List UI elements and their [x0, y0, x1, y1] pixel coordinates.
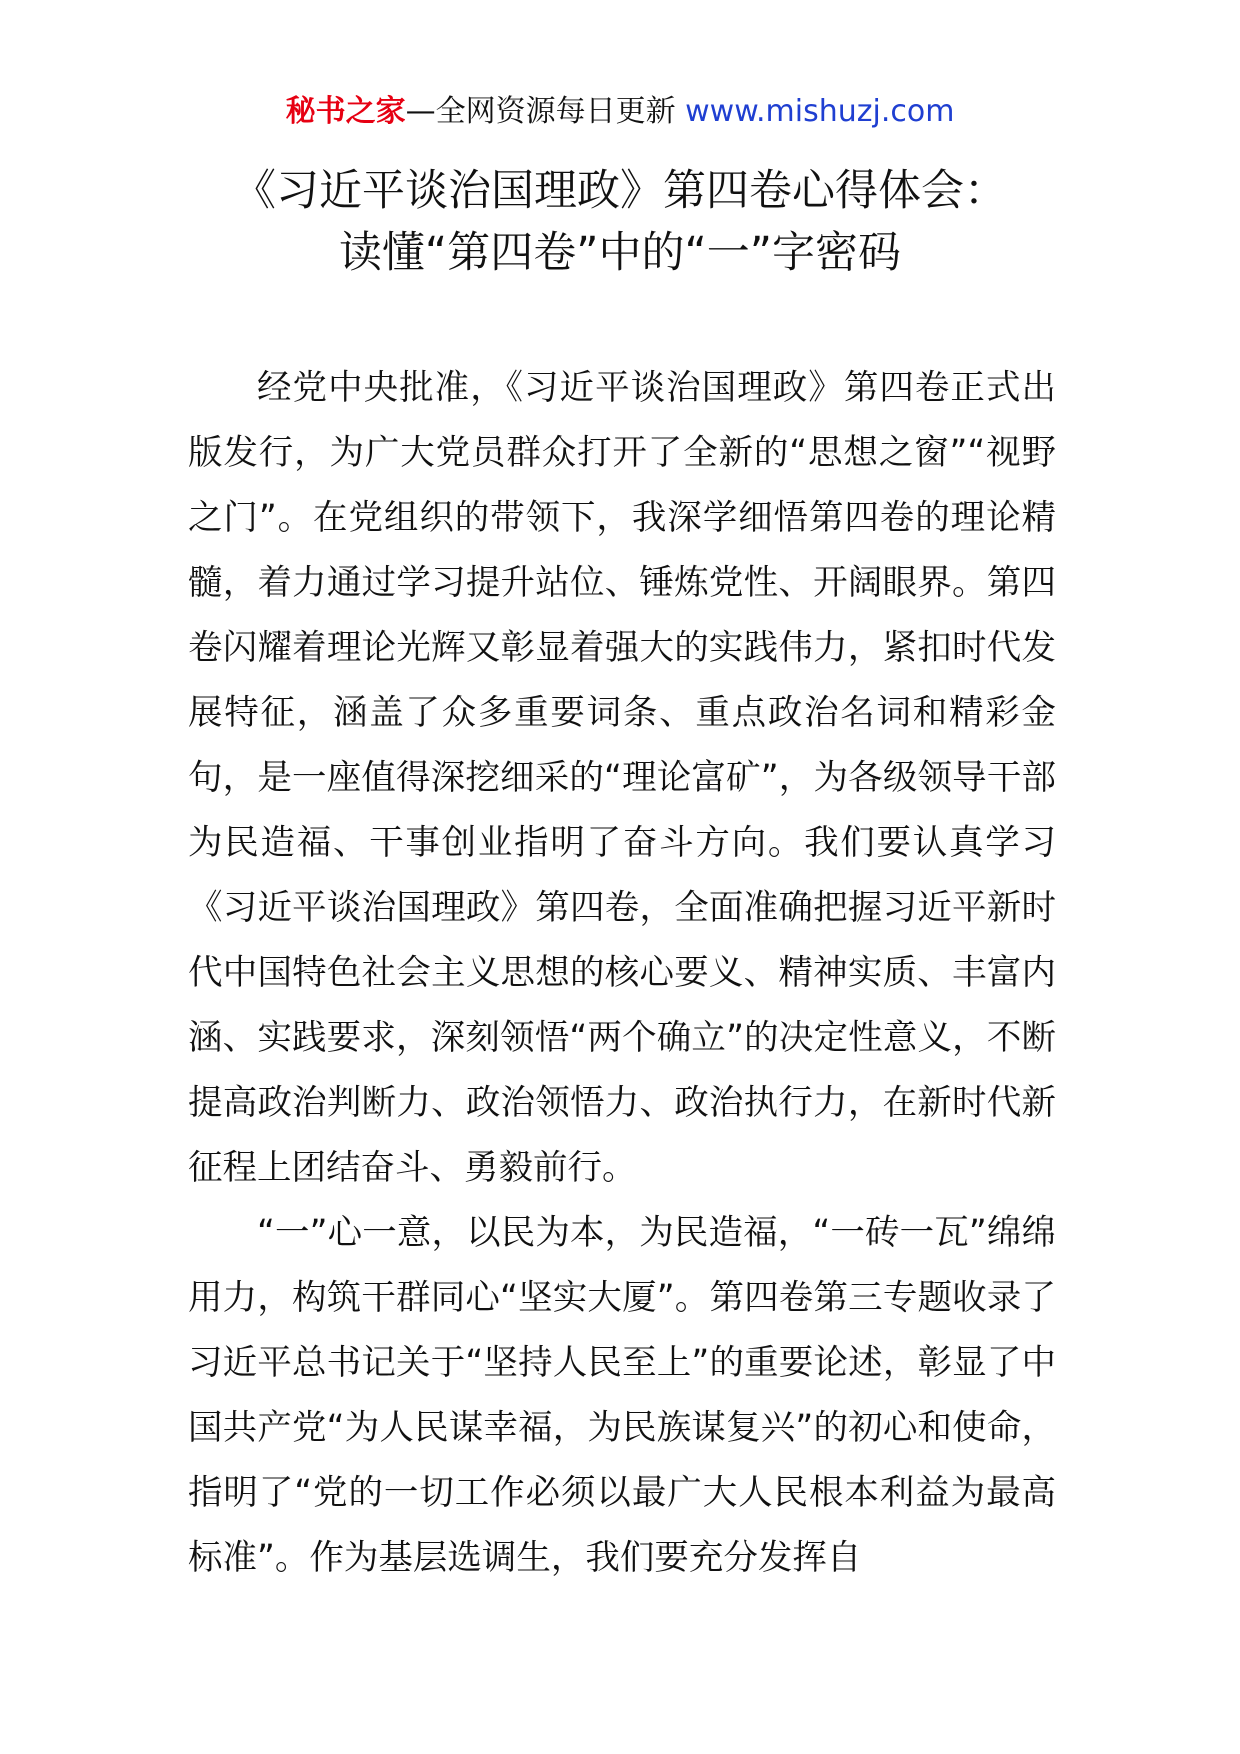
- site-url-link[interactable]: www.mishuzj.com: [685, 94, 955, 129]
- document-title: [0, 160, 1240, 284]
- site-tagline: —全网资源每日更新: [405, 94, 686, 129]
- body-paragraph-1: 经党中央批准，《习近平谈治国理政》第四卷正式出版发行，为广大党员群众打开了全新的“思想之窗”“视野之门”。在党组织的带领下，我深学细悟第四卷的理论精髓，着力通过学习提升站位、锤炼党性、开阔眼界。第四卷闪耀着理论光辉又彰显着强大的实践伟力，紧扣时代发展特征，涵盖了众多重要词条、重点政治名词和精彩金句，是一座值得深挖细采的“理论富矿”，为各级领导干部为民造福、干事创业指明了奋斗方向。我们要认真学习《习近平谈治国理政》第四卷，全面准确把握习近平新时代中国特色社会主义思想的核心要义、精神实质、丰富内涵、实践要求，深刻领悟“两个确立”的决定性意义，不断提高政治判断力、政治领悟力、政治执行力，在新时代新征程上团结奋斗、勇毅前行。: [188, 368, 1056, 1188]
- site-banner: [0, 92, 1240, 132]
- document-title-line-1: 《习近平谈治国理政》第四卷心得体会：: [233, 166, 1007, 216]
- document-body: [188, 356, 1056, 1591]
- site-brand: 秘书之家: [285, 94, 406, 129]
- document-title-line-2: 读懂“第四卷”中的“一”字密码: [338, 228, 902, 278]
- body-paragraph-2: “一”心一意，以民为本，为民造福，“一砖一瓦”绵绵用力，构筑干群同心“坚实大厦”。第四卷第三专题收录了习近平总书记关于“坚持人民至上”的重要论述，彰显了中国共产党“为人民谋幸福，为民族谋复兴”的初心和使命，指明了“党的一切工作必须以最广大人民根本利益为最高标准”。作为基层选调生，我们要充分发挥自: [188, 1213, 1056, 1578]
